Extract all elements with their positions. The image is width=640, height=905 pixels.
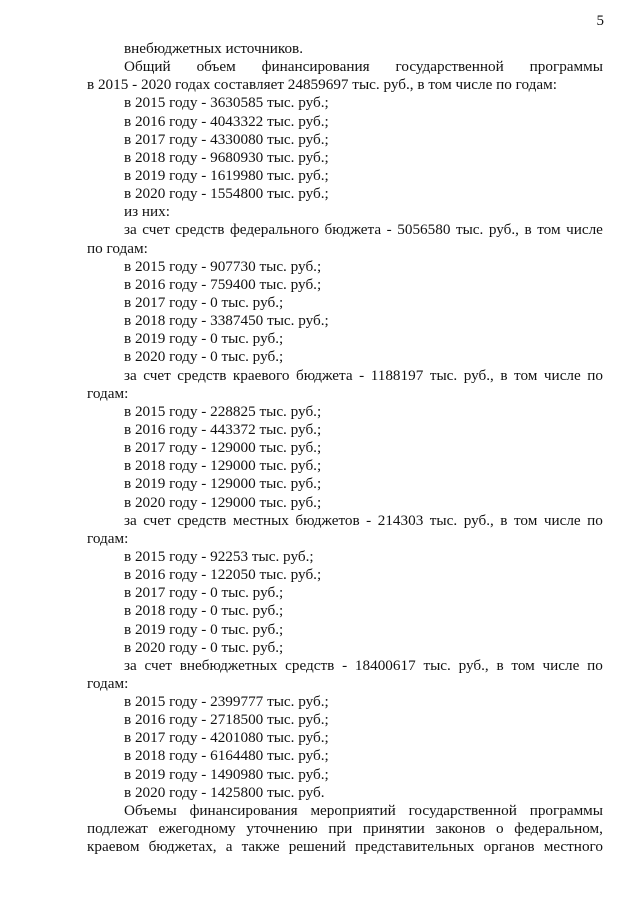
word: органов <box>483 838 535 856</box>
word: тыс. <box>429 366 458 384</box>
word: государственной <box>395 58 504 76</box>
word: тыс. <box>423 656 451 674</box>
document-body <box>87 40 603 856</box>
word: местных <box>232 511 289 529</box>
word: при <box>328 820 353 838</box>
closing-paragraph-line1 <box>87 802 603 820</box>
word: в <box>524 221 532 239</box>
word: тыс. <box>429 511 458 529</box>
local-paragraph-line1 <box>87 512 603 530</box>
word: также <box>241 838 280 856</box>
word: по <box>587 511 603 529</box>
word: в <box>496 656 504 674</box>
word: числе <box>566 221 603 239</box>
word: федеральном, <box>514 820 603 838</box>
regional-year-2017: в 2017 году - 129000 тыс. руб.; <box>124 439 322 457</box>
word: программы <box>529 58 603 76</box>
word: 5056580 <box>397 221 451 239</box>
word: том <box>537 221 561 239</box>
word: по <box>587 366 603 384</box>
total-year-2015: в 2015 году - 3630585 тыс. руб.; <box>124 94 329 112</box>
word: - <box>386 221 392 239</box>
word: 214303 <box>377 511 424 529</box>
word: о <box>496 820 504 838</box>
word: 1188197 <box>370 366 424 384</box>
extrabudgetary-year-2016: в 2016 году - 2718500 тыс. руб.; <box>124 711 329 729</box>
word: законов <box>435 820 486 838</box>
word: том <box>511 656 535 674</box>
closing-paragraph-line3 <box>87 838 603 856</box>
word: программы <box>529 801 603 819</box>
of-them-label: из них: <box>124 203 170 221</box>
word: том <box>513 511 538 529</box>
regional-year-2020: в 2020 году - 129000 тыс. руб.; <box>124 493 322 511</box>
extrabudgetary-year-2018: в 2018 году - 6164480 тыс. руб.; <box>124 747 329 765</box>
extrabudgetary-paragraph-line1 <box>87 657 603 675</box>
word: государственной <box>408 801 517 819</box>
word: том <box>514 366 538 384</box>
word: в <box>500 366 508 384</box>
word: средств <box>177 366 227 384</box>
word: местного <box>543 838 603 856</box>
word: бюджета <box>295 366 353 384</box>
regional-paragraph-line1 <box>87 367 603 385</box>
word: финансирования <box>261 58 370 76</box>
word: числе <box>543 366 581 384</box>
word: за <box>124 221 137 239</box>
federal-year-2019: в 2019 году - 0 тыс. руб.; <box>124 330 284 348</box>
word: бюджетов <box>295 511 360 529</box>
word: решений <box>288 838 346 856</box>
extrabudgetary-year-2019: в 2019 году - 1490980 тыс. руб.; <box>124 765 329 783</box>
extrabudgetary-year-2020: в 2020 году - 1425800 тыс. руб. <box>124 783 325 801</box>
word: принятии <box>362 820 425 838</box>
word: федерального <box>229 221 319 239</box>
word: объем <box>196 58 236 76</box>
federal-paragraph-line1 <box>87 221 603 239</box>
page-number: 5 <box>596 13 604 29</box>
word: средств <box>175 221 225 239</box>
total-year-2019: в 2019 году - 1619980 тыс. руб.; <box>124 166 329 184</box>
word: счет <box>143 511 171 529</box>
word: за <box>124 656 137 674</box>
word: тыс. <box>455 221 484 239</box>
local-year-2018: в 2018 году - 0 тыс. руб.; <box>124 602 284 620</box>
word: представительных <box>354 838 475 856</box>
extrabudgetary-paragraph-line2: годам: <box>87 674 129 692</box>
word: Объемы <box>124 801 177 819</box>
word: мероприятий <box>310 801 396 819</box>
local-year-2019: в 2019 году - 0 тыс. руб.; <box>124 620 284 638</box>
regional-year-2019: в 2019 году - 129000 тыс. руб.; <box>124 475 322 493</box>
federal-year-2015: в 2015 году - 907730 тыс. руб.; <box>124 257 322 275</box>
closing-paragraph-line2 <box>87 820 603 838</box>
word: бюджетах, <box>148 838 217 856</box>
word: за <box>124 511 137 529</box>
local-year-2020: в 2020 году - 0 тыс. руб.; <box>124 638 284 656</box>
extrabudgetary-year-2015: в 2015 году - 2399777 тыс. руб.; <box>124 693 329 711</box>
word: ежегодному <box>158 820 236 838</box>
word: счет <box>144 656 172 674</box>
word: финансирования <box>189 801 298 819</box>
word: - <box>366 511 372 529</box>
federal-year-2018: в 2018 году - 3387450 тыс. руб.; <box>124 312 329 330</box>
word: краевом <box>87 838 140 856</box>
word: в <box>500 511 508 529</box>
word: а <box>225 838 233 856</box>
total-paragraph-line2: в 2015 - 2020 годах составляет 24859697 тыс. руб., в том числе по годам: <box>87 76 557 94</box>
federal-year-2016: в 2016 году - 759400 тыс. руб.; <box>124 275 322 293</box>
total-year-2018: в 2018 году - 9680930 тыс. руб.; <box>124 148 329 166</box>
word: руб., <box>458 656 489 674</box>
word: средств <box>285 656 335 674</box>
word: - <box>342 656 348 674</box>
total-year-2020: в 2020 году - 1554800 тыс. руб.; <box>124 185 329 203</box>
total-paragraph-line1 <box>87 58 603 76</box>
word: уточнению <box>246 820 318 838</box>
word: краевого <box>232 366 290 384</box>
word: подлежат <box>87 820 148 838</box>
word: 18400617 <box>354 656 416 674</box>
word: руб., <box>463 366 494 384</box>
total-year-2017: в 2017 году - 4330080 тыс. руб.; <box>124 130 329 148</box>
regional-year-2015: в 2015 году - 228825 тыс. руб.; <box>124 402 322 420</box>
federal-year-2017: в 2017 году - 0 тыс. руб.; <box>124 293 284 311</box>
word: по <box>587 656 603 674</box>
word: - <box>359 366 365 384</box>
regional-paragraph-line2: годам: <box>87 384 129 402</box>
local-paragraph-line2: годам: <box>87 529 129 547</box>
word: средств <box>177 511 227 529</box>
word: за <box>124 366 137 384</box>
local-year-2016: в 2016 году - 122050 тыс. руб.; <box>124 566 322 584</box>
word: счет <box>143 366 171 384</box>
intro-tail: внебюджетных источников. <box>124 40 304 57</box>
word: числе <box>542 656 580 674</box>
regional-year-2016: в 2016 году - 443372 тыс. руб.; <box>124 420 322 438</box>
extrabudgetary-year-2017: в 2017 году - 4201080 тыс. руб.; <box>124 729 329 747</box>
word: Общий <box>124 58 171 76</box>
word: счет <box>142 221 170 239</box>
word: бюджета <box>324 221 382 239</box>
word: руб., <box>463 511 494 529</box>
word: внебюджетных <box>179 656 278 674</box>
word: руб., <box>488 221 519 239</box>
regional-year-2018: в 2018 году - 129000 тыс. руб.; <box>124 457 322 475</box>
federal-year-2020: в 2020 году - 0 тыс. руб.; <box>124 348 284 366</box>
federal-paragraph-line2: по годам: <box>87 239 148 257</box>
total-year-2016: в 2016 году - 4043322 тыс. руб.; <box>124 112 329 130</box>
local-year-2017: в 2017 году - 0 тыс. руб.; <box>124 584 284 602</box>
word: числе <box>543 511 581 529</box>
local-year-2015: в 2015 году - 92253 тыс. руб.; <box>124 547 314 565</box>
